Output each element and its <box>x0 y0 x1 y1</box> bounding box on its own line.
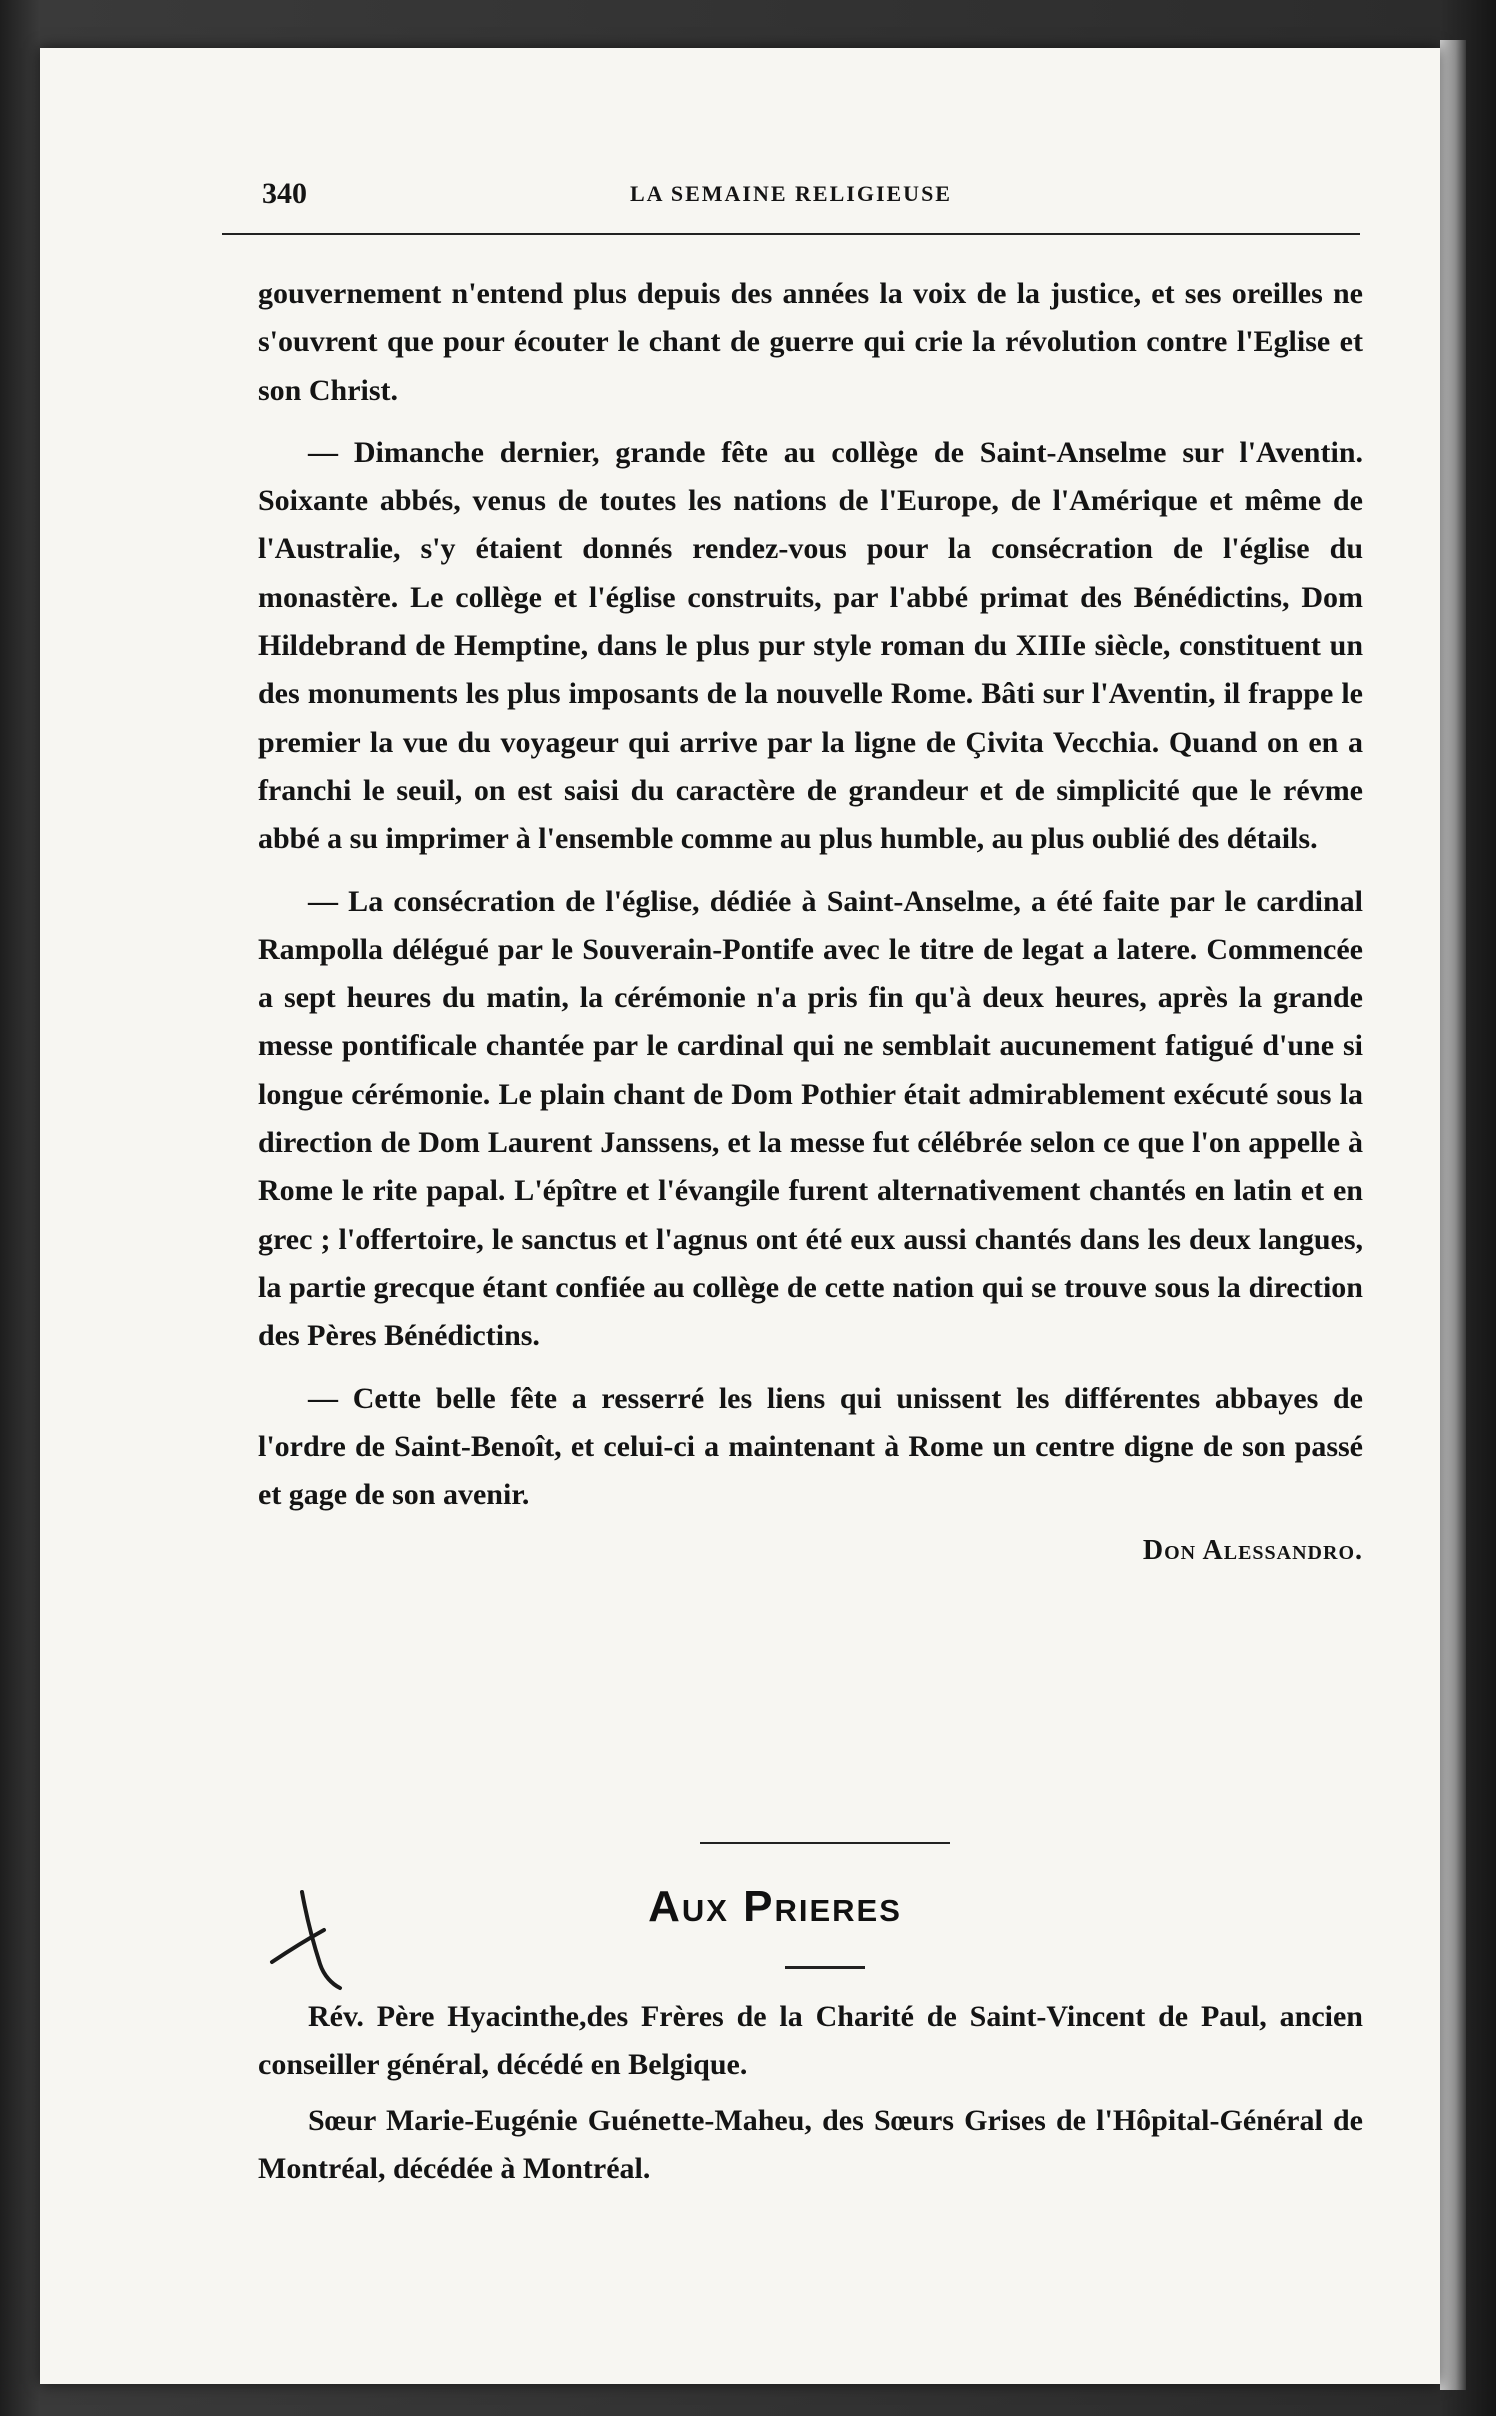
author-signature: Don Alessandro. <box>1142 1535 1363 1567</box>
page-number: 340 <box>262 177 307 210</box>
prayer-entry: Sœur Marie-Eugénie Guénette-Maheu, des Sœurs Grises de l'Hôpital-Général de Montréal, décédée à Montréal. <box>258 2104 1363 2185</box>
running-title: LA SEMAINE RELIGIEUSE <box>630 181 952 206</box>
page-header <box>222 173 1360 235</box>
article-body <box>258 270 1363 1576</box>
page-edge-shadow <box>1440 40 1466 2390</box>
section-title: Aux Prieres <box>648 1882 902 1931</box>
prayer-entry: Rév. Père Hyacinthe,des Frères de la Charité de Saint-Vincent de Paul, ancien conseiller général, décédé en Belgique. <box>258 2000 1363 2081</box>
article-paragraph: — Dimanche dernier, grande fête au collège de Saint-Anselme sur l'Aventin. Soixante abbés, venus de toutes les nations de l'Europe, de l'Amérique et même de l'Australie, s'y étaient donnés rendez-vous pour la consécration de l'église du monastère. Le collège et l'église construits, par l'abbé primat des Bénédictins, Dom Hildebrand de Hemptine, dans le plus pur style roman du XIIIe siècle, constituent un des monuments les plus imposants de la nouvelle Rome. Bâti sur l'Aventin, il frappe le premier la vue du voyageur qui arrive par la ligne de Çivita Vecchia. Quand on en a franchi le seuil, on est saisi du caractère de grandeur et de simplicité que le révme abbé a su imprimer à l'ensemble comme au plus humble, au plus oublié des détails. <box>258 435 1363 856</box>
prayer-list <box>258 1993 1363 2201</box>
article-paragraph: — La consécration de l'église, dédiée à Saint-Anselme, a été faite par le cardinal Rampolla délégué par le Souverain-Pontife avec le titre de legat a latere. Commencée a sept heures du matin, la cérémonie n'a pris fin qu'à deux heures, après la grande messe pontificale chantée par le cardinal qui ne semblait aucunement fatigué d'une si longue cérémonie. Le plain chant de Dom Pothier était admirablement exécuté sous la direction de Dom Laurent Janssens, et la messe fut célébrée selon ce que l'on appelle à Rome le rite papal. L'épître et l'évangile furent alternativement chantés en latin et en grec ; l'offertoire, le sanctus et l'agnus ont été eux aussi chantés dans les deux langues, la partie grecque étant confiée au collège de cette nation qui se trouve sous la direction des Pères Bénédictins. <box>258 884 1363 1353</box>
title-underline <box>785 1966 865 1969</box>
article-paragraph: — Cette belle fête a resserré les liens qui unissent les différentes abbayes de l'ordre de Saint-Benoît, et celui-ci a maintenant à Rome un centre digne de son passé et gage de son avenir. <box>258 1381 1363 1512</box>
article-paragraph: gouvernement n'entend plus depuis des années la voix de la justice, et ses oreilles ne s'ouvrent que pour écouter le chant de guerre qui crie la révolution contre l'Eglise et son Christ. <box>258 277 1363 407</box>
handwritten-check-mark-icon <box>262 1884 362 1994</box>
section-divider <box>700 1842 950 1844</box>
